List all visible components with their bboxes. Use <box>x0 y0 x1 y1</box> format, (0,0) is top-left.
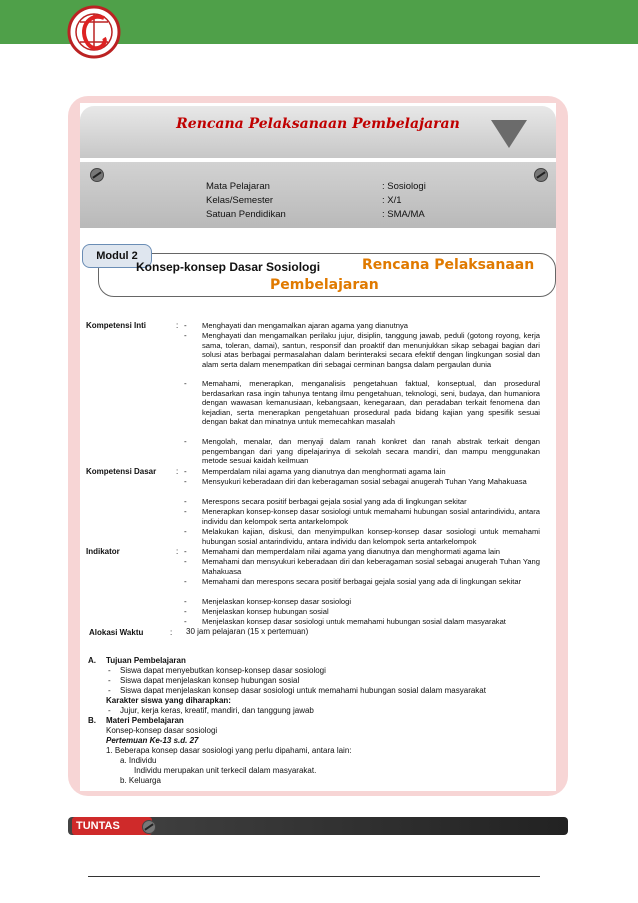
info-label-class: Kelas/Semester <box>206 195 274 206</box>
bullet-dash: - <box>108 706 111 715</box>
materi-sub: Konsep-konsep dasar sosiologi <box>106 726 218 735</box>
kd-label: Kompetensi Dasar <box>86 467 157 476</box>
kd-item: Mensyukuri keberadaan diri dan keberagaman sosial sebagai anugerah Tuhan Yang Mahakuasa <box>202 477 527 486</box>
materi-a-desc: Individu merupakan unit terkecil dalam masyarakat. <box>134 766 317 775</box>
kd-item: Melakukan kajian, diskusi, dan menyimpulkan konsep-konsep dasar sosiologi untuk memahami hubungan sosial antarindividu, antara individu dan kelompok serta antarkelompok <box>202 527 540 546</box>
screw-icon <box>142 820 156 834</box>
indikator-item: Memahami dan merespons secara positif berbagai gejala sosial yang ada di lingkungan sekitar <box>202 577 522 586</box>
info-label-subject: Mata Pelajaran <box>206 181 270 192</box>
karakter-heading: Karakter siswa yang diharapkan: <box>106 696 231 705</box>
indikator-item: Menjelaskan konsep-konsep dasar sosiologi <box>202 597 352 606</box>
bullet-dash: - <box>184 607 187 616</box>
bullet-dash: - <box>184 477 187 486</box>
colon: : <box>176 467 179 476</box>
tujuan-item: Siswa dapat menjelaskan konsep hubungan sosial <box>120 676 300 685</box>
school-logo <box>66 4 122 60</box>
bullet-dash: - <box>184 497 187 506</box>
bullet-dash: - <box>184 577 187 586</box>
bullet-dash: - <box>184 379 187 388</box>
triangle-ornament <box>491 120 527 148</box>
bullet-dash: - <box>184 597 187 606</box>
info-value-class: : X/1 <box>382 195 402 206</box>
materi-heading: Materi Pembelajaran <box>106 716 184 725</box>
section-letter-b: B. <box>88 716 96 725</box>
tujuan-item: Siswa dapat menyebutkan konsep-konsep dasar sosiologi <box>120 666 326 675</box>
ki-label: Kompetensi Inti <box>86 321 147 330</box>
colon: : <box>170 628 173 637</box>
bullet-dash: - <box>184 467 187 476</box>
alokasi-label: Alokasi Waktu <box>89 628 144 637</box>
bullet-dash: - <box>108 686 111 695</box>
materi-a-label: a. Individu <box>120 756 157 765</box>
info-bar <box>80 162 556 228</box>
module-title: Konsep-konsep Dasar Sosiologi <box>136 260 321 274</box>
indikator-item: Menjelaskan konsep hubungan sosial <box>202 607 329 616</box>
tujuan-item: Siswa dapat menjelaskan konsep dasar sosiologi untuk memahami hubungan sosial dalam masyarakat <box>120 686 486 695</box>
info-label-school: Satuan Pendidikan <box>206 209 286 220</box>
screw-icon <box>534 168 548 182</box>
karakter-item: Jujur, kerja keras, kreatif, mandiri, dan tanggung jawab <box>120 706 314 715</box>
bullet-dash: - <box>108 676 111 685</box>
module-tab: Modul 2 <box>82 244 152 268</box>
pertemuan: Pertemuan Ke-13 s.d. 27 <box>106 736 199 745</box>
ki-item: Memahami, menerapkan, menganalisis pengetahuan faktual, konseptual, dan prosedural berdasarkan rasa ingin tahunya tentang ilmu pengetahuan, teknologi, seni, budaya, dan humaniora dengan wawasan kemanusiaan, kebangsaan, kenegaraan, dan peradaban terkait fenomena dan kejadian, serta menerapkan pengetahuan prosedural pada bidang kajian yang spesifik sesuai dengan bakat dan minatnya untuk memecahkan masalah <box>202 379 540 426</box>
info-value-subject: : Sosiologi <box>382 181 426 192</box>
info-value-school: : SMA/MA <box>382 209 425 220</box>
section-letter-a: A. <box>88 656 96 665</box>
bullet-dash: - <box>184 321 187 330</box>
bullet-dash: - <box>184 617 187 626</box>
kd-item: Memperdalam nilai agama yang dianutnya dan menghormati agama lain <box>202 467 446 476</box>
indikator-item: Memahami dan mensyukuri keberadaan diri dan keberagaman sosial sebagai anugerah Tuhan Yang Mahakuasa <box>202 557 540 576</box>
screw-icon <box>90 168 104 182</box>
bullet-dash: - <box>184 527 187 536</box>
kd-item: Merespons secara positif berbagai gejala sosial yang ada di lingkungan sekitar <box>202 497 467 506</box>
materi-b-label: b. Keluarga <box>120 776 161 785</box>
bullet-dash: - <box>184 507 187 516</box>
colon: : <box>176 321 179 330</box>
bullet-dash: - <box>108 666 111 675</box>
indikator-item: Menjelaskan konsep dasar sosiologi untuk memahami hubungan sosial dalam masyarakat <box>202 617 506 626</box>
bullet-dash: - <box>184 547 187 556</box>
ki-item: Menghayati dan mengamalkan ajaran agama yang dianutnya <box>202 321 409 330</box>
bullet-dash: - <box>184 437 187 446</box>
colon: : <box>176 547 179 556</box>
document-title: Rencana Pelaksanaan Pembelajaran <box>176 116 460 132</box>
tuntas-label: TUNTAS <box>72 817 152 835</box>
bullet-dash: - <box>184 557 187 566</box>
module-subtitle-1: Rencana Pelaksanaan <box>362 257 535 273</box>
materi-point-1: 1. Beberapa konsep dasar sosiologi yang perlu dipahami, antara lain: <box>106 746 352 755</box>
alokasi-value: 30 jam pelajaran (15 x pertemuan) <box>186 627 309 636</box>
kd-item: Menerapkan konsep-konsep dasar sosiologi untuk memahami hubungan sosial antarindividu, antara individu dan kelompok serta antarkelompok <box>202 507 540 526</box>
title-bar <box>80 106 556 158</box>
ki-item: Menghayati dan mengamalkan perilaku jujur, disiplin, tanggung jawab, peduli (gotong royong, kerja sama, toleran, damai), santun, responsif dan proaktif dan menunjukkan sikap sebagai bagian dari solusi atas berbagai permasalahan dalam berinteraksi secara efektif dengan lingkungan sosial dan alam serta dalam menempatkan diri sebagai cerminan bangsa dalam pergaulan dunia <box>202 331 540 369</box>
bullet-dash: - <box>184 331 187 340</box>
indikator-item: Memahami dan memperdalam nilai agama yang dianutnya dan menghormati agama lain <box>202 547 501 556</box>
indikator-label: Indikator <box>86 547 120 556</box>
tujuan-heading: Tujuan Pembelajaran <box>106 656 186 665</box>
module-subtitle-2: Pembelajaran <box>270 277 379 293</box>
bottom-rule <box>88 876 540 877</box>
ki-item: Mengolah, menalar, dan menyaji dalam ranah konkret dan ranah abstrak terkait dengan pengembangan dari yang dipelajarinya di sekolah secara mandiri, dan mampu menggunakan metode sesuai kaidah keilmuan <box>202 437 540 465</box>
